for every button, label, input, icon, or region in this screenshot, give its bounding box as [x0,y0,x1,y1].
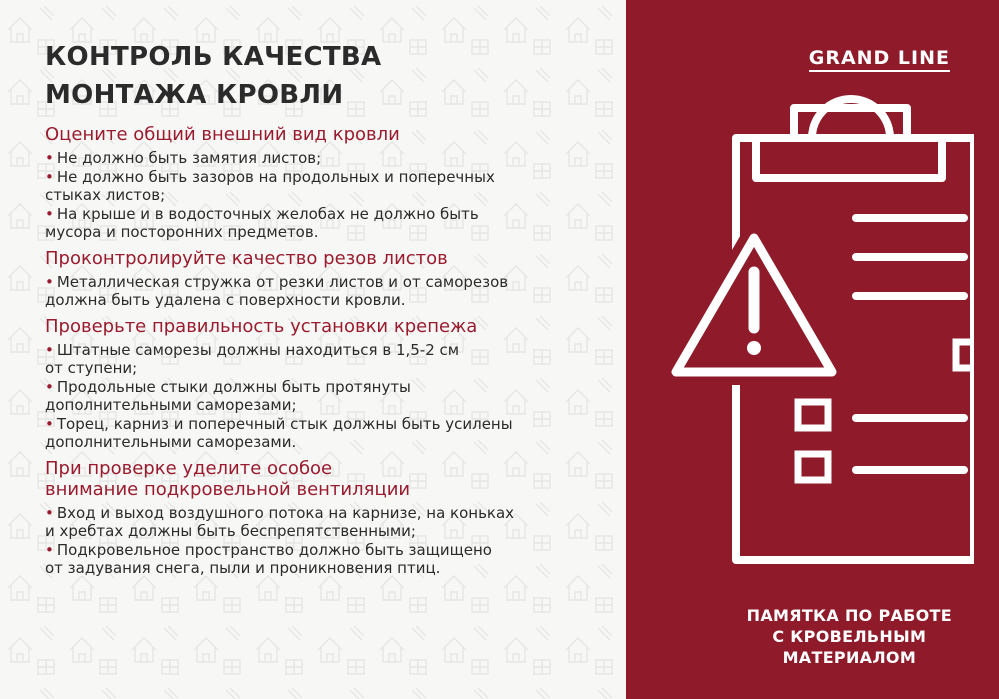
warning-triangle-icon [676,238,832,372]
section-heading: Проверьте правильность установки крепежа [45,315,478,337]
bullet-icon: • [45,377,54,396]
bullet-icon: • [45,540,54,559]
section-appearance [45,124,605,242]
list-item: • Металлическая стружка от резки листов и от саморезов должна быть удалена с поверхности кровли. [45,272,509,309]
section-ventilation [45,458,605,578]
title-line: МОНТАЖА КРОВЛИ [45,80,344,110]
memo-line: МАТЕРИАЛОМ [782,648,917,667]
bullet-icon: • [45,167,54,186]
section-fasteners [45,316,605,452]
list-item: • Штатные саморезы должны находиться в 1,5-2 см от ступени; [45,340,460,377]
bullet-icon: • [45,414,54,433]
memo-caption [747,605,952,668]
list-item: • Торец, карниз и поперечный стык должны быть усилены дополнительными саморезами. [45,414,513,451]
list-item: • Вход и выход воздушного потока на карнизе, на коньках и хребтах должны быть беспрепятственными; [45,503,515,540]
list-item: • Продольные стыки должны быть протянуты дополнительными саморезами; [45,377,411,414]
memo-line: С КРОВЕЛЬНЫМ [772,627,927,646]
brand-panel [626,0,999,699]
checkbox-icon [798,454,828,480]
content [45,38,605,580]
title-line: КОНТРОЛЬ КАЧЕСТВА [45,42,382,72]
bullet-icon: • [45,340,54,359]
memo-line: ПАМЯТКА ПО РАБОТЕ [746,606,952,625]
bullet-icon: • [45,149,54,167]
checkbox-icon [798,402,828,428]
section-cuts [45,248,605,310]
grand-line-logo: GRAND LINE [809,47,950,72]
list-item: • Не должно быть зазоров на продольных и поперечных стыках листов; [45,167,495,204]
bullet-icon: • [45,272,54,291]
bullet-icon: • [45,204,54,223]
clipboard-icon [644,90,974,580]
section-heading: Оцените общий внешний вид кровли [45,124,400,145]
page-title [45,38,605,114]
section-heading: Проконтролируйте качество резов листов [45,247,448,269]
list-item: • На крыше и в водосточных желобах не должно быть мусора и посторонних предметов. [45,204,479,241]
list-item: • Подкровельное пространство должно быть защищено от задувания снега, пыли и проникновения птиц. [45,540,492,577]
section-heading: При проверке уделите особое внимание подкровельной вентиляции [45,457,411,500]
list-item: • Не должно быть замятия листов; [45,149,322,167]
bullet-icon: • [45,503,54,522]
